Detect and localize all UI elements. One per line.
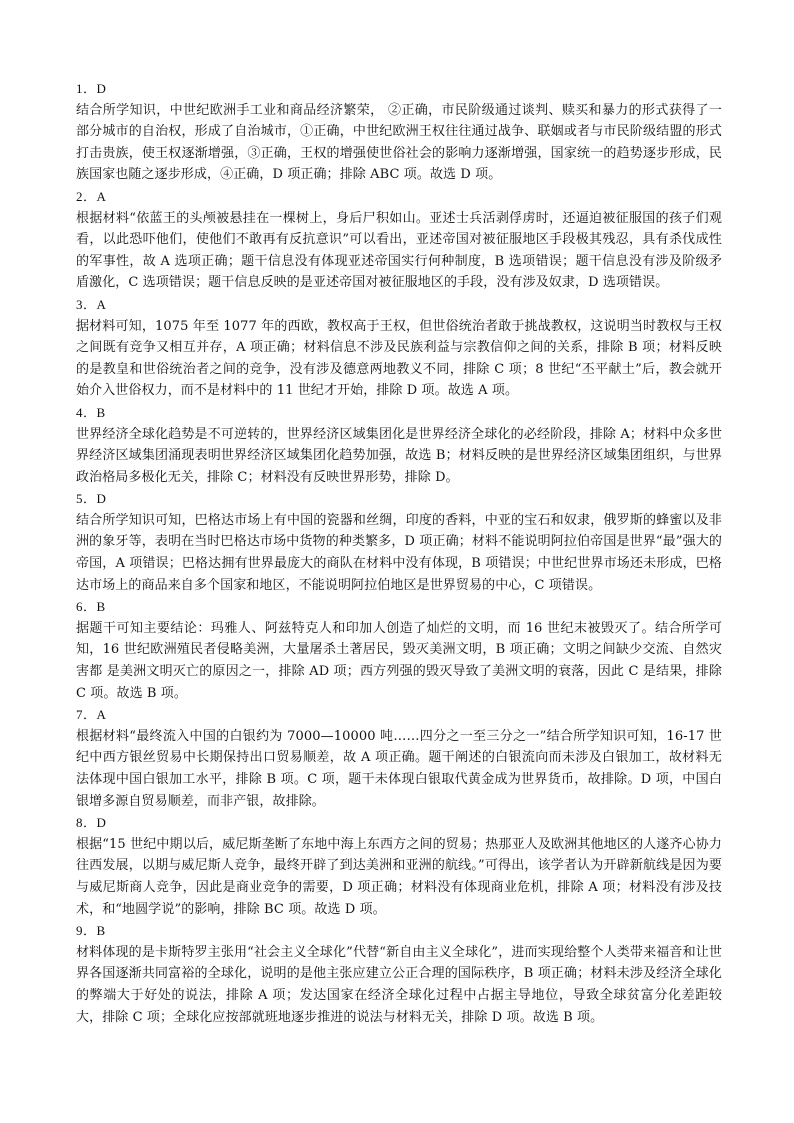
answer-item-6 — [76, 596, 722, 704]
answer-label: 8．D — [76, 815, 107, 831]
answer-explanation: 世界经济全球化趋势是不可逆转的，世界经济区域集团化是世界经济全球化的必经阶段，排除 A；材料中众多世界经济区域集团涌现表明世界经济区域集团化趋势加强，故选 B；材料反映的是世界经济区域集团组织，与世界政治格局多极化无关，排除 C；材料没有反映世界形势，排除 D。 — [76, 426, 722, 485]
answer-item-8 — [76, 812, 722, 920]
answer-explanation: 据材料可知，1075 年至 1077 年的西欧，教权高于王权，但世俗统治者敢于挑战教权，这说明当时教权与王权之间既有竞争又相互并存，A 项正确；材料信息不涉及民族利益与宗教信仰之间的关系，排除 B 项；材料反映的是教皇和世俗统治者之间的竞争，没有涉及德意两地教义不同，排除 C 项；8 世纪“丕平献土”后，教会就开始介入世俗权力，而不是材料中的 11 世纪才开始，排除 D 项。故选 A 项。 — [76, 318, 722, 399]
answer-label: 9．B — [76, 923, 106, 939]
answer-item-1 — [76, 78, 722, 186]
answer-item-3 — [76, 294, 722, 402]
answer-item-7 — [76, 704, 722, 812]
answer-label: 4．B — [76, 404, 106, 420]
answer-item-4 — [76, 402, 722, 488]
answer-label: 3．A — [76, 296, 107, 312]
answer-label: 6．B — [76, 599, 106, 615]
answer-label: 1．D — [76, 81, 107, 96]
answer-explanation: 根据材料“最终流入中国的白银约为 7000—10000 吨……四分之一至三分之一”结合所学知识可知，16-17 世纪中西方银丝贸易中长期保持出口贸易顺差，故 A 项正确。题干阐述的白银流向而未涉及白银加工，故材料无法体现中国白银加工水平，排除 B 项。C 项，题干未体现白银取代黄金成为世界货币，故排除。D 项，中国白银增多源自贸易顺差，而非产银，故排除。 — [76, 728, 722, 809]
answer-item-9 — [76, 920, 722, 1028]
answer-label: 5．D — [76, 491, 107, 507]
answer-explanation: 材料体现的是卡斯特罗主张用“社会主义全球化”代替“新自由主义全球化”，进而实现给整个人类带来福音和让世界各国逐渐共同富裕的全球化，说明的是他主张应建立公正合理的国际秩序，B 项正确；材料未涉及经济全球化的弊端大于好处的说法，排除 A 项；发达国家在经济全球化过程中占据主导地位，导致全球贫富分化差距较大，排除 C 项；全球化应按部就班地逐步推进的说法与材料无关，排除 D 项。故选 B 项。 — [76, 944, 722, 1025]
answer-explanation: 据题干可知主要结论：玛雅人、阿兹特克人和印加人创造了灿烂的文明，而 16 世纪末被毁灭了。结合所学可知，16 世纪欧洲殖民者侵略美洲，大量屠杀土著居民，毁灭美洲文明，B 项正确；文明之间缺少交流、自然灾害都 是美洲文明灭亡的原因之一，排除 AD 项；西方列强的毁灭导致了美洲文明的衰落，因此 C 是结果，排除 C 项。故选 B 项。 — [76, 620, 722, 701]
answer-label: 2．A — [76, 188, 107, 204]
answer-item-2 — [76, 186, 722, 294]
answer-explanation: 结合所学知识，中世纪欧洲手工业和商品经济繁荣， ②正确，市民阶级通过谈判、赎买和暴力的形式获得了一部分城市的自治权，形成了自治城市，①正确，中世纪欧洲王权往往通过战争、联姻或者与市民阶级结盟的形式打击贵族，使王权逐渐增强，③正确，王权的增强使世俗社会的影响力逐渐增强，国家统一的趋势逐步形成，民族国家也随之逐步形成，④正确，D 项正确；排除 ABC 项。故选 D 项。 — [76, 102, 722, 183]
answer-label: 7．A — [76, 707, 107, 723]
answer-explanation: 结合所学知识可知，巴格达市场上有中国的瓷器和丝绸，印度的香料，中亚的宝石和奴隶，俄罗斯的蜂蜜以及非洲的象牙等，表明在当时巴格达市场中货物的种类繁多，D 项正确；材料不能说明阿拉伯帝国是世界“最”强大的帝国，A 项错误；巴格达拥有世界最庞大的商队在材料中没有体现，B 项错误；中世纪世界市场还未形成，巴格达市场上的商品来自多个国家和地区，不能说明阿拉伯地区是世界贸易的中心，C 项错误。 — [76, 512, 722, 593]
answer-explanation: 根据“15 世纪中期以后，威尼斯垄断了东地中海上东西方之间的贸易；热那亚人及欧洲其他地区的人遂齐心协力往西发展，以期与威尼斯人竞争，最终开辟了到达美洲和亚洲的航线。”可得出，该学者认为开辟新航线是因为要与威尼斯商人竞争，因此是商业竞争的需要，D 项正确；材料没有体现商业危机，排除 A 项；材料没有涉及技术，和“地圆学说”的影响，排除 BC 项。故选 D 项。 — [76, 836, 722, 917]
answer-explanation: 根据材料“依蓝王的头颅被悬挂在一棵树上，身后尸积如山。亚述士兵活剥俘虏时，还逼迫被征服国的孩子们观看，以此恐吓他们，使他们不敢再有反抗意识”可以看出，亚述帝国对被征服地区手段极其残忍，具有杀伐成性的军事性，故 A 选项正确；题干信息没有体现亚述帝国实行何种制度，B 选项错误；题干信息没有涉及阶级矛盾激化，C 选项错误；题干信息反映的是亚述帝国对被征服地区的手段，没有涉及奴隶，D 选项错误。 — [76, 210, 722, 291]
answer-document — [76, 78, 722, 1028]
answer-item-5 — [76, 488, 722, 596]
